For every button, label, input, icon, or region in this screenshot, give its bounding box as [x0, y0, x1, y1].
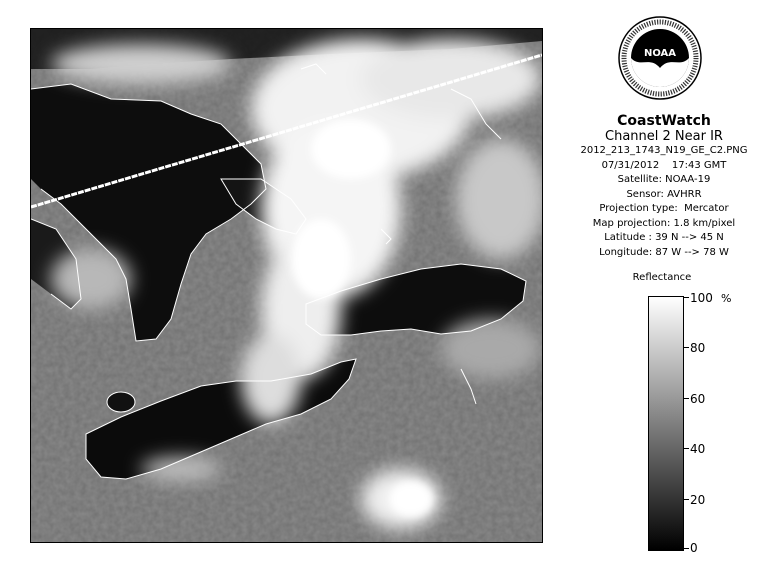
satellite-image [31, 29, 542, 542]
reflectance-colorbar [648, 296, 684, 551]
longitude-label: Longitude: 87 W --> 78 W [599, 246, 729, 258]
tick-label-80: 80 [690, 341, 706, 355]
sensor-label: Sensor: AVHRR [626, 188, 702, 200]
tick-label-0: 0 [690, 541, 698, 555]
map-projection-label: Map projection: 1.8 km/pixel [592, 217, 736, 229]
tick-mark [683, 548, 689, 549]
image-info-panel [556, 113, 772, 260]
channel-label: Channel 2 Near IR [605, 129, 723, 144]
coastwatch-title: CoastWatch [617, 113, 711, 129]
tick-label-20: 20 [690, 493, 706, 507]
datetime-label: 07/31/2012 17:43 GMT [601, 159, 727, 171]
tick-label-100: 100 [690, 291, 713, 305]
tick-label-60: 60 [690, 392, 706, 406]
projection-type-label: Projection type: Mercator [599, 203, 729, 214]
tick-mark [683, 499, 689, 500]
tick-mark [683, 448, 689, 449]
tick-mark [683, 297, 689, 298]
filename-label: 2012_213_1743_N19_GE_C2.PNG [580, 145, 748, 156]
legend-unit: % [721, 292, 732, 305]
latitude-label: Latitude : 39 N --> 45 N [604, 232, 724, 243]
legend-title: Reflectance [632, 272, 692, 283]
tick-mark [683, 398, 689, 399]
noaa-logo-text: NOAA [643, 48, 677, 59]
tick-mark [683, 347, 689, 348]
satellite-label: Satellite: NOAA-19 [617, 174, 711, 185]
satellite-map[interactable] [30, 28, 543, 543]
tick-label-40: 40 [690, 442, 706, 456]
noaa-logo-icon [618, 16, 702, 100]
